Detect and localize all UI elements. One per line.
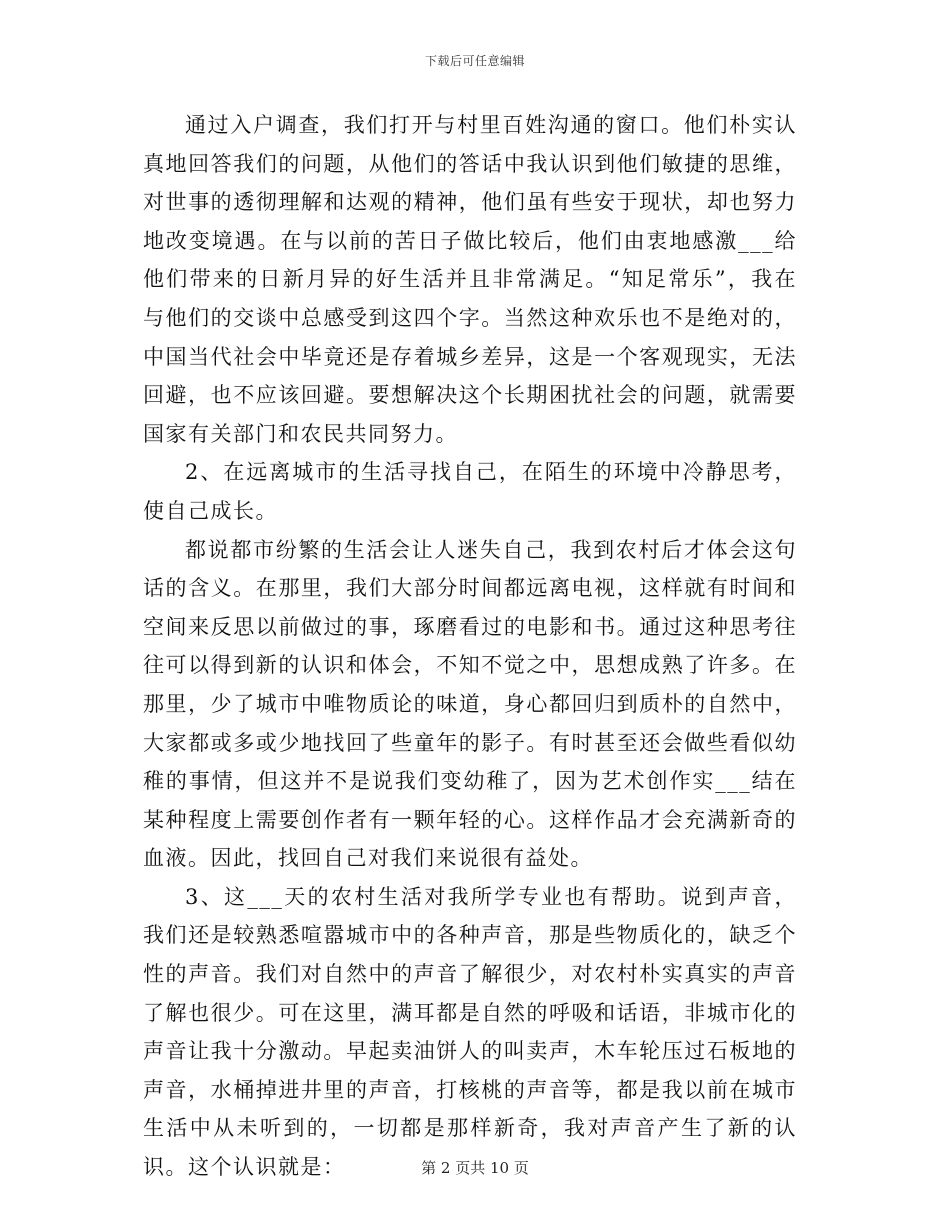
paragraph-point-3-sound: 3、这___天的农村生活对我所学专业也有帮助。说到声音，我们还是较熟悉喧嚣城市中的各种声音，那是些物质化的，缺乏个性的声音。我们对自然中的声音了解很少，对农村朴实真实的声音了解也很少。可在这里，满耳都是自然的呼吸和话语，非城市化的声音让我十分激动。早起卖油饼人的叫卖声，木车轮压过石板地的声音，水桶掉进井里的声音，打核桃的声音等，都是我以前在城市生活中从未听到的，一切都是那样新奇，我对声音产生了新的认识。这个认识就是：	[143, 884, 797, 1180]
page-header-note: 下载后可任意编辑	[424, 54, 525, 68]
page-number: 第 2 页共 10 页	[421, 1159, 529, 1177]
document-body	[143, 106, 797, 1187]
paragraph-self-reflection: 都说都市纷繁的生活会让人迷失自己，我到农村后才体会这句话的含义。在那里，我们大部分时间都远离电视，这样就有时间和空间来反思以前做过的事，琢磨看过的电影和书。通过这种思考往往可以得到新的认识和体会，不知不觉之中，思想成熟了许多。在那里，少了城市中唯物质论的味道，身心都回归到质朴的自然中，大家都或多或少地找回了些童年的影子。有时甚至还会做些看似幼稚的事情，但这并不是说我们变幼稚了，因为艺术创作实___结在某种程度上需要创作者有一颗年轻的心。这样作品才会充满新奇的血液。因此，找回自己对我们来说很有益处。	[143, 537, 797, 871]
paragraph-point-2-heading: 2、在远离城市的生活寻找自己，在陌生的环境中冷静思考，使自己成长。	[143, 460, 797, 523]
paragraph-interview: 通过入户调查，我们打开与村里百姓沟通的窗口。他们朴实认真地回答我们的问题，从他们的答话中我认识到他们敏捷的思维，对世事的透彻理解和达观的精神，他们虽有些安于现状，却也努力地改变境遇。在与以前的苦日子做比较后，他们由衷地感激___给他们带来的日新月异的好生活并且非常满足。“知足常乐”，我在与他们的交谈中总感受到这四个字。当然这种欢乐也不是绝对的，中国当代社会中毕竟还是存着城乡差异，这是一个客观现实，无法回避，也不应该回避。要想解决这个长期困扰社会的问题，就需要国家有关部门和农民共同努力。	[143, 113, 797, 446]
